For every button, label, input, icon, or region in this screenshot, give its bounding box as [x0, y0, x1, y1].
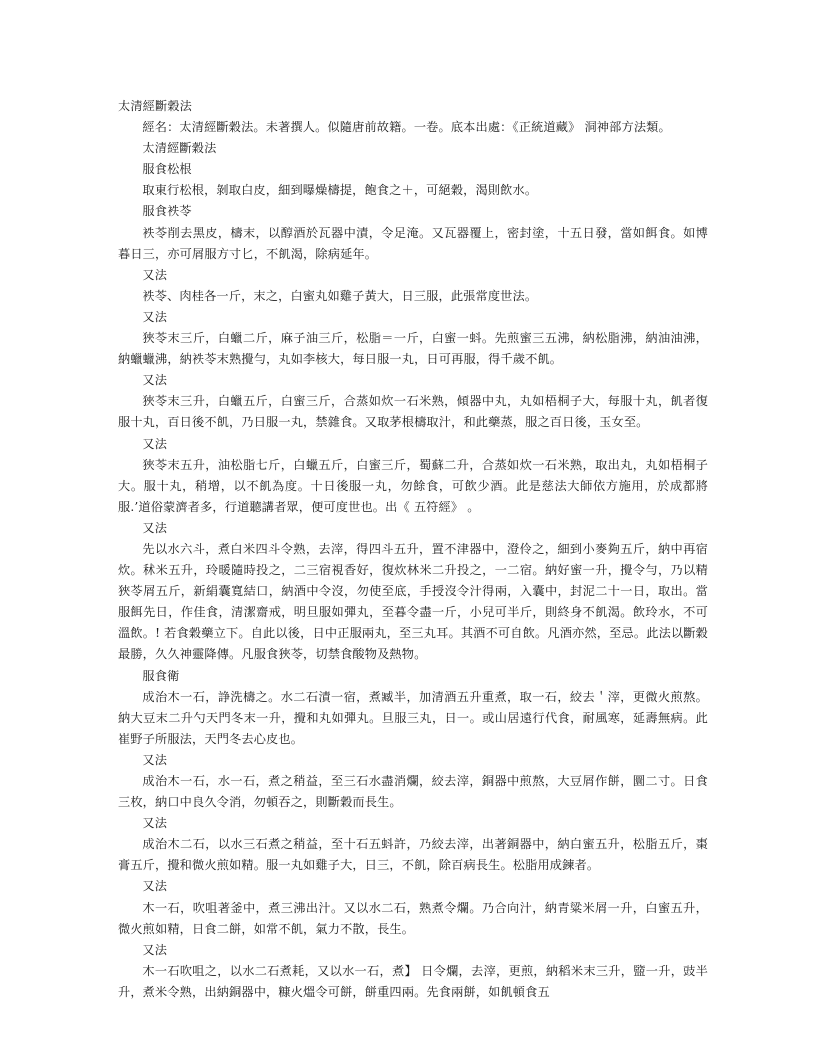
colophon: 經名：太清經斷穀法。未著撰人。似隨唐前故籍。一卷。底本出處：《正統道藏》 洞神部方法類。 [142, 120, 671, 135]
heading-alt-8: 又法 [142, 879, 168, 894]
heading-fuling: 服食袟苓 [142, 204, 192, 219]
doc-title-line: 太清經斷穀法 [118, 99, 193, 113]
heading-alt-3: 又法 [142, 373, 168, 388]
method-alt-7: 成治木二石，以水三石煮之稍益，至十石五蚪許，乃絞去滓，出著銅器中，納白蜜五升，松脂五斤，棗膏五斤，攪和微火煎如精。服一丸如雞子大，日三，不飢，除百病長生。松脂用成鍊者。 [118, 837, 708, 873]
method-alt-2: 狹苓末三斤，白蠟二斤，麻子油三斤，松脂＝一斤，白蜜一蚪。先煎蜜三五沸，納松脂沸，納油油沸，納蠟蠟沸，納袟苓末熟攪勻，丸如李核大，每日服一丸，日可再服，得千歲不飢。 [118, 331, 708, 367]
heading-alt-9: 又法 [142, 942, 168, 957]
method-alt-3: 狹苓末三升，白蠟五斤，白蜜三斤，合蒸如炊一石米熟，傾器中丸，丸如梧桐子大，每服十丸，飢者復服十丸，百日後不飢，乃日服一丸，禁雜食。又取茅根檮取汁，和此藥蒸，服之百日後，玉女至。 [118, 394, 708, 430]
method-pine-root: 取東行松根，剝取白皮，細到曝燥檮提，飽食之＋，可絕穀，渴則飲水。 [142, 183, 538, 198]
inner-title: 太清經斷穀法 [142, 141, 217, 156]
method-alt-8: 木一石，吹咀著釜中，煮三沸出汁。又以水二石，熟煮令爛。乃合向汁，納青粱米屑一升，白蜜五升，微火煎如精，日食二餅，如常不飢，氣力不散，長生。 [118, 900, 708, 936]
heading-alt-2: 又法 [142, 309, 168, 324]
heading-alt-1: 又法 [142, 267, 168, 282]
heading-pine-root: 服食松根 [142, 162, 192, 177]
document-body [118, 96, 708, 1003]
method-alt-4: 狹苓末五升，油松脂七斤，白蠟五斤，白蜜三斤，蜀蘇二升，合蒸如炊一石米熟，取出丸，丸如梧桐子大。服十丸，稍增，以不飢為度。十日後服一丸，勿餘食，可飲少酒。此是慈法大師依方施用，於成都將服.’道俗蒙濟者多，行道聽講者眾，便可度世也。出《 五符經》 。 [118, 457, 708, 514]
method-alt-1: 袟苓、肉桂各一斤，末之，白蜜丸如雞子黃大，日三服，此張常度世法。 [142, 288, 538, 303]
method-alt-5: 先以水六斗，煮白米四斗令熟，去滓，得四斗五升，置不津器中，澄伶之，細到小麥夠五斤，納中再宿炊。秫米五升，玲暖隨時投之，二三宿視香好，復炊林米二升投之，一二宿。納好蜜一升，攪令勻，乃以精狹苓屑五斤，新絹囊寬結口，納酒中令沒，勿使至底，手授沒令汁得兩，入囊中，封泥二十一日，取出。當服餌先日，作佳食，清潔齋戒，明旦服如彈丸，至暮令盡一斤，小兒可半斤，則終身不飢渴。飲玲水，不可溫飲。! 若食穀藥立下。自此以後，日中正服兩丸，至三丸耳。其酒不可自飲。凡酒亦然，至忌。此法以斷穀最勝，久久神靈降傳。凡服食狹苓，切禁食酸物及熱物。 [118, 541, 708, 662]
heading-alt-6: 又法 [142, 752, 168, 767]
heading-alt-4: 又法 [142, 436, 168, 451]
heading-alt-5: 又法 [142, 520, 168, 535]
heading-fushiwei: 服食衛 [142, 668, 180, 683]
method-fuling: 袟苓削去黑皮，檮末，以醇酒於瓦器中漬，令足淹。又瓦器覆上，密封塗，十五日發，當如餌食。如博暮日三，亦可屑服方寸匕，不飢渴，除病延年。 [118, 225, 708, 261]
heading-alt-7: 又法 [142, 816, 168, 831]
method-fushiwei: 成治木一石，諍洗檮之。水二石漬一宿，煮臧半，加清酒五升重煮，取一石，絞去＇滓，更微火煎熬。納大豆末二升勺天門冬末一升，攪和丸如彈丸。旦服三丸，日一。或山居遠行代食，耐風寒，延壽無病。此崔野子所服法，天門冬去心皮也。 [118, 689, 708, 746]
method-alt-6: 成治木一石，水一石，煮之稍益，至三石水盡消爛，絞去滓，銅器中煎熬，大豆屑作餅，圜二寸。日食三枚，納口中良久令消，勿頓吞之，則斷穀而長生。 [118, 774, 708, 810]
method-alt-9: 木一石吹咀之，以水二石煮耗，又以水一石，煮】 日令爛，去滓，更煎，納稻米末三升，盬一升，豉半升，煮米令熟，出納銅器中，糠火熅令可餅，餅重四兩。先食兩餅，如飢頓食五 [118, 963, 708, 999]
